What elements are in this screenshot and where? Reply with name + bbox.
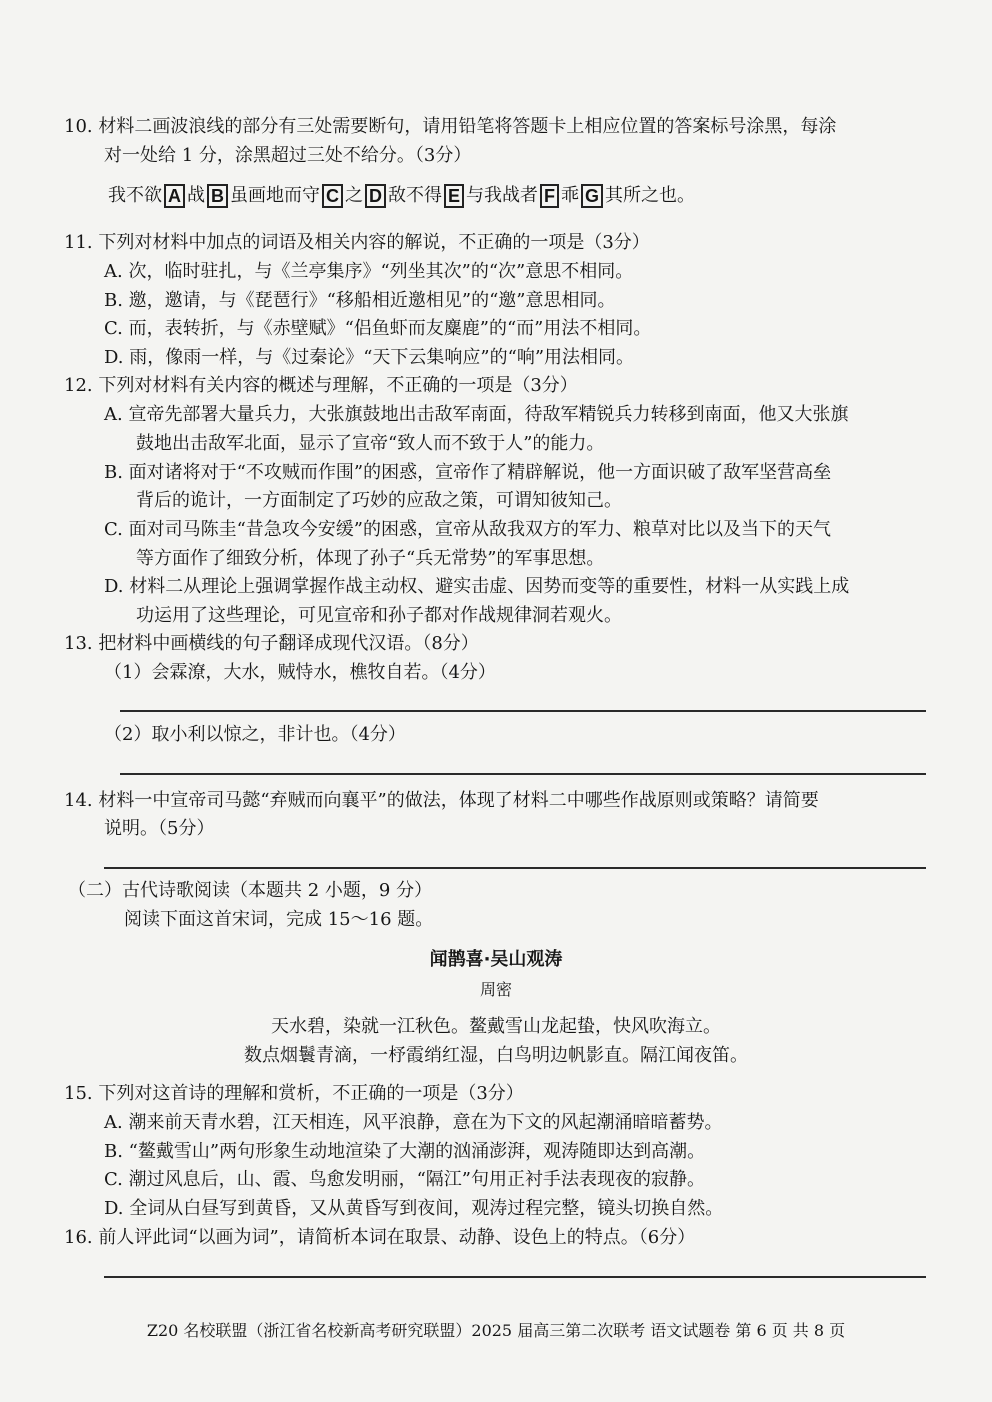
q15-option-d[interactable]: D. 全词从白昼写到黄昏，又从黄昏写到夜间，观涛过程完整，镜头切换自然。 [104,1198,724,1219]
q11-option-c[interactable]: C. 而，表转折，与《赤壁赋》“侣鱼虾而友麋鹿”的“而”用法不相同。 [104,318,652,339]
q12-option-a[interactable]: A. 宣帝先部署大量兵力，大张旗鼓地出击敌军南面，待敌军精锐兵力转移到南面，他又大张旗 [104,404,849,425]
sentence-segment: 其所之也。 [605,185,696,206]
answer-line[interactable] [104,1276,926,1278]
sentence-segment: 我不欲 [108,185,162,206]
q13-part2: （2）取小利以惊之，非计也。（4分） [104,724,406,745]
q15-option-c[interactable]: C. 潮过风息后，山、霞、鸟愈发明丽，“隔江”句用正衬手法表现夜的寂静。 [104,1169,705,1190]
q10-sentence [108,183,695,209]
q12-option-b[interactable]: B. 面对诸将对于“不攻贼而作围”的困惑，宣帝作了精辟解说，他一方面识破了敌军坚营高垒 [104,462,832,483]
q12-option-a-cont: 鼓地出击敌军北面，显示了宣帝“致人而不致于人”的能力。 [136,433,605,454]
q12-option-c-cont: 等方面作了细致分析，体现了孙子“兵无常势”的军事思想。 [136,548,605,569]
q12-option-d-cont: 功运用了这些理论，可见宣帝和孙子都对作战规律洞若观火。 [136,605,622,626]
q11-option-b[interactable]: B. 邀，邀请，与《琵琶行》“移船相近邀相见”的“邀”意思相同。 [104,290,616,311]
answer-box-c[interactable]: C [322,184,343,208]
answer-box-g[interactable]: G [581,184,603,208]
q11-option-d[interactable]: D. 雨，像雨一样，与《过秦论》“天下云集响应”的“响”用法相同。 [104,347,635,368]
sentence-segment: 战 [187,185,205,206]
section-intro: 阅读下面这首宋词，完成 15～16 题。 [124,909,434,930]
sentence-segment: 之 [345,185,363,206]
q15-stem: 15. 下列对这首诗的理解和赏析，不正确的一项是（3分） [64,1083,524,1104]
sentence-segment: 敌不得 [388,185,442,206]
answer-line[interactable] [120,773,926,775]
q11-option-a[interactable]: A. 次，临时驻扎，与《兰亭集序》“列坐其次”的“次”意思不相同。 [104,261,634,282]
answer-box-a[interactable]: A [164,184,185,208]
q13-stem: 13. 把材料中画横线的句子翻译成现代汉语。（8分） [64,633,479,654]
answer-line[interactable] [104,867,926,869]
q13-part1: （1）会霖潦，大水，贼恃水，樵牧自若。（4分） [104,662,496,683]
q10-stem-line2: 对一处给 1 分，涂黑超过三处不给分。（3分） [104,145,472,166]
sentence-segment: 与我战者 [466,185,539,206]
q11-stem: 11. 下列对材料中加点的词语及相关内容的解说，不正确的一项是（3分） [64,232,650,253]
q15-option-a[interactable]: A. 潮来前天青水碧，江天相连，风平浪静，意在为下文的风起潮涌暗暗蓄势。 [104,1112,723,1133]
sentence-segment: 虽画地而守 [230,185,320,206]
answer-box-b[interactable]: B [207,184,228,208]
answer-box-d[interactable]: D [365,184,386,208]
q12-option-d[interactable]: D. 材料二从理论上强调掌握作战主动权、避实击虚、因势而变等的重要性，材料一从实践上成 [104,576,850,597]
poem-line: 数点烟鬟青滴，一杼霞绡红湿，白鸟明边帆影直。隔江闻夜笛。 [244,1045,748,1066]
q10-stem-line1: 10. 材料二画波浪线的部分有三处需要断句，请用铅笔将答题卡上相应位置的答案标号涂黑，每涂 [64,116,837,137]
section-heading: （二）古代诗歌阅读（本题共 2 小题，9 分） [68,880,433,901]
q12-option-c[interactable]: C. 面对司马陈圭“昔急攻今安缓”的困惑，宣帝从敌我双方的军力、粮草对比以及当下的天气 [104,519,831,540]
answer-box-f[interactable]: F [540,184,559,208]
page-footer: Z20 名校联盟（浙江省名校新高考研究联盟）2025 届高三第二次联考 语文试题卷 第 6 页 共 8 页 [146,1321,846,1340]
sentence-segment: 乖 [561,185,580,206]
q16-stem: 16. 前人评此词“以画为词”，请简析本词在取景、动静、设色上的特点。（6分） [64,1227,696,1248]
q12-option-b-cont: 背后的诡计，一方面制定了巧妙的应敌之策，可谓知彼知己。 [136,490,622,511]
poem-title: 闻鹊喜·吴山观涛 [429,949,563,970]
q12-stem: 12. 下列对材料有关内容的概述与理解，不正确的一项是（3分） [64,375,578,396]
answer-box-e[interactable]: E [444,184,464,208]
poem-author: 周密 [479,980,512,999]
poem-line: 天水碧，染就一江秋色。鳌戴雪山龙起蛰，快风吹海立。 [271,1016,721,1037]
q15-option-b[interactable]: B. “鳌戴雪山”两句形象生动地渲染了大潮的汹涌澎湃，观涛随即达到高潮。 [104,1141,706,1162]
q14-stem-line2: 说明。（5分） [104,818,215,839]
answer-line[interactable] [120,710,926,712]
q14-stem-line1: 14. 材料一中宣帝司马懿“弃贼而向襄平”的做法，体现了材料二中哪些作战原则或策略？请简要 [64,790,819,811]
